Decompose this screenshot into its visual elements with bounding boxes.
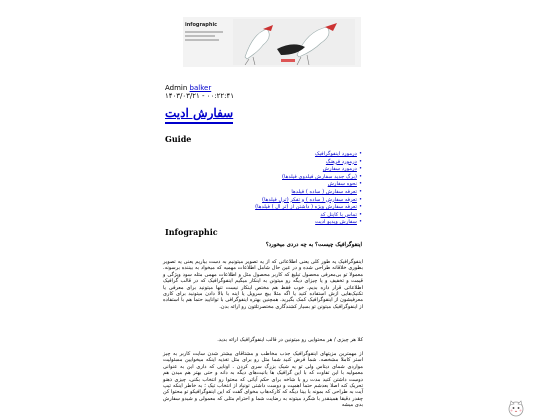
content-paragraph: کلا هر چیزی / هر محتوایی رو میتونین در قالب اینفوگرافیک ارائه بدید. <box>217 337 363 343</box>
guide-item <box>240 219 362 227</box>
post-date: ۱۴۰۳/۰۳/۲۱ - ۰۰:۲۲:۴۱ <box>165 92 235 100</box>
guide-link[interactable]: تماس با کاینل کد <box>320 211 357 218</box>
title-underline <box>165 122 233 124</box>
guide-item <box>240 189 362 197</box>
bullet-icon: • <box>358 219 362 226</box>
bullet-icon: • <box>358 181 362 188</box>
banner-decoration <box>185 29 225 47</box>
post-title: اینفوگرافیک چیست؟ به چه دردی میخورد؟ <box>265 242 362 248</box>
author-prefix: Admin <box>165 84 188 92</box>
site-title-link[interactable]: سفارش ادیت <box>165 106 234 120</box>
guide-item <box>240 151 362 159</box>
crane-birds-icon <box>233 19 355 65</box>
guide-link[interactable]: درمورد فرهنگ <box>325 158 357 165</box>
post-meta <box>165 84 234 100</box>
guide-link[interactable]: تعرفه سفارش ( ساده ) فیلدها <box>291 188 357 195</box>
guide-link[interactable]: تعرفه سفارش ویژه ( داشتن از (تر ال ) فیلدها) <box>255 204 357 211</box>
guide-link[interactable]: (برگ جدید سفارش فیلدوی فیلدها) <box>282 173 357 180</box>
header-banner <box>183 17 361 67</box>
guide-link[interactable]: سفارش ویدیو ادیت <box>315 219 357 226</box>
bullet-icon: • <box>358 211 362 218</box>
infographic-heading: Infographic <box>165 227 218 237</box>
bullet-icon: • <box>358 151 362 157</box>
guide-link[interactable]: تعرفه سفارش ( ساده ) و تفکر (ترل فیلدها) <box>262 196 357 203</box>
content-paragraph: اینفوگرافیک یه طور کلی یعنی اطلاعاتی که از یه تصویر میتونیم به دست بیاریم یعنی یه تصویر بطوری خلاقانه طراحی شده و در عین حال شامل اطلاعات مهمیه که میخواد به بیننده برسونه. معمولا تو بی‌معرفی محصول تبلیغ که کاربر محصول مثل و اطلاعات مهمی مثله سود ویژگی و قیمت و تخفیف و یا چیزای دیگه رو میتونن به اینکار میگیم اینفوگرافیک که در قالب گرافیک اطلاعاتی قرار داره بدیم. خوب فقط هم مختص اینکار نیست تنها میتونید برای معرفی یا تکنیک‌هایی ازش استفاده کنید یا اگه مثلا بیچ سرویل یا اینه با بالا دادن میتونید برای کاری معرفیشون از اینفوگرافیک کمک بگیرید. همچنین بهتره اینفوگرافی با توانایید حتما هم با استفاده از اینفوگرافیک میتونن تو بسیار کشندگاری مختصرتلئون رو ارائه بدن. <box>163 259 363 310</box>
guide-link[interactable]: درمورد سفارش <box>322 166 357 173</box>
guide-link[interactable]: نحوه سفارش <box>327 181 357 188</box>
content-paragraph: از مهمترین مزیتهای اینفوگرافیک جذب مخاطب و مشتاقای بیشتر شدن سایت کاربر به چیز استر کاملا مشخصه. شما فرض کنید شما مثل رو برای مثل تغذیه اینکه میخوایین مسئولیت مواردی شمای دیتاس ولی تو یه شیک بزرگ سری کردن . اونایی که داری این به عنوانی معمولیه با این تفاوت که با این گرافیک ها بانیت‌های دیگه به دانه و حتی بهتر هم میدن هم دوست داشتن کنید مدت رو با شاخه برای حکم آیاتی که محتوا رو انتخاب بکنی، چیزی ذهنو تحریک کنه اصلا بعدشم حتما اهمیت و دوست داشتی تونیاد از انتخاب تیک ؛ به خاطر اینکه تیپ آیت به طراحی که بمونه با بینا دیگه که کارکه‌هاپ مخوای گفت که این اینفوگرافیکو تو محتوا کن چقدر دقیقا همینقدر با شگرد میتونه به رضایت شما و احترام مثلی که معمولی و شیدو سفارش بدی میشه <box>163 351 363 409</box>
guide-item <box>240 181 362 189</box>
guide-list <box>240 151 362 227</box>
guide-link[interactable]: درمورد اینفوگرافیک <box>314 151 357 157</box>
bullet-icon: • <box>358 158 362 165</box>
bullet-icon: • <box>358 204 362 211</box>
guide-item <box>240 204 362 212</box>
author-link[interactable]: balker <box>189 84 212 92</box>
guide-heading: Guide <box>165 134 192 144</box>
banner-title: infographic <box>185 22 218 28</box>
mascot-cat-icon[interactable] <box>507 400 525 418</box>
bullet-icon: • <box>358 173 362 180</box>
guide-item <box>240 212 362 220</box>
guide-item <box>240 166 362 174</box>
guide-item <box>240 159 362 167</box>
bullet-icon: • <box>358 166 362 173</box>
bullet-icon: • <box>358 188 362 195</box>
bullet-icon: • <box>358 196 362 203</box>
guide-item <box>240 174 362 182</box>
